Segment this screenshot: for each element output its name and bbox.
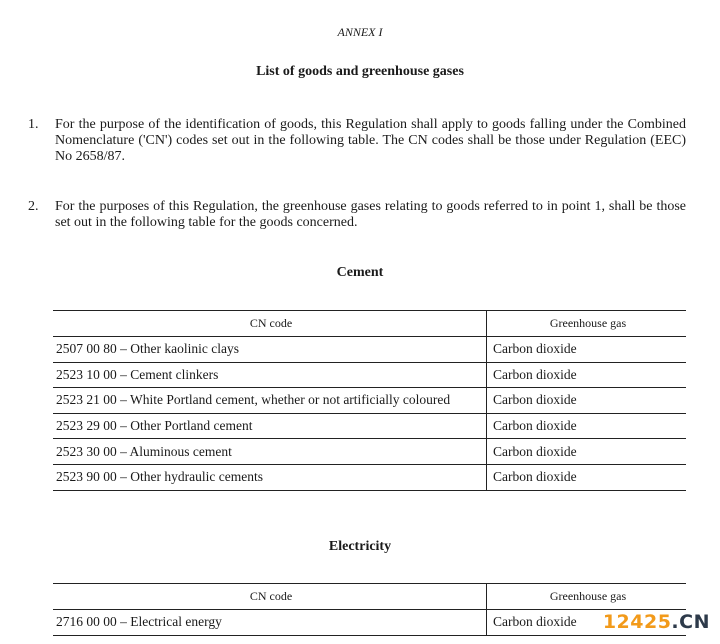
greenhouse-gas-cell: Carbon dioxide <box>493 418 577 434</box>
cn-code-cell: 2523 90 00 – Other hydraulic cements <box>53 464 487 490</box>
cn-code-cell: 2523 30 00 – Aluminous cement <box>53 439 487 465</box>
paragraph-number: 2. <box>28 199 39 214</box>
greenhouse-gas-cell: Carbon dioxide <box>493 366 577 382</box>
paragraph-text: For the purposes of this Regulation, the greenhouse gases relating to goods referred to in point 1, shall be those set out in the following table for the goods concerned. <box>55 199 686 230</box>
greenhouse-gas-cell: Carbon dioxide <box>493 614 577 630</box>
column-header-greenhouse-gas: Greenhouse gas <box>549 589 627 603</box>
column-header-cn-code: CN code <box>53 311 487 337</box>
document-title: List of goods and greenhouse gases <box>256 64 464 79</box>
annex-label: ANNEX I <box>337 25 383 39</box>
paragraph-text: For the purpose of the identification of goods, this Regulation shall apply to goods falling under the Combined Nomenclature ('CN') codes set out in the following table. The CN codes shall be those under Regulation (EEC) No 2658/87. <box>55 117 686 164</box>
table-row <box>53 413 686 439</box>
table-row <box>53 388 686 414</box>
cement-table <box>53 310 686 491</box>
greenhouse-gas-cell: Carbon dioxide <box>493 469 577 485</box>
cn-code-cell: 2507 00 80 – Other kaolinic clays <box>53 337 487 363</box>
paragraph-number: 1. <box>28 117 39 132</box>
column-header-greenhouse-gas: Greenhouse gas <box>549 316 627 330</box>
column-header-cn-code: CN code <box>53 584 487 610</box>
watermark-logo <box>603 611 710 633</box>
cn-code-cell: 2523 29 00 – Other Portland cement <box>53 413 487 439</box>
table-row <box>53 464 686 490</box>
watermark-digits: 12425 <box>602 611 672 633</box>
table-row <box>53 337 686 363</box>
cn-code-cell: 2523 10 00 – Cement clinkers <box>53 362 487 388</box>
section-heading-cement: Cement <box>336 265 384 280</box>
watermark-domain: .CN <box>671 611 710 633</box>
section-heading-electricity: Electricity <box>328 539 392 554</box>
electricity-table <box>53 583 686 636</box>
cn-code-cell: 2716 00 00 – Electrical energy <box>53 610 487 636</box>
greenhouse-gas-cell: Carbon dioxide <box>493 341 577 357</box>
table-header-row <box>53 584 686 610</box>
table-row <box>53 362 686 388</box>
table-header-row <box>53 311 686 337</box>
greenhouse-gas-cell: Carbon dioxide <box>493 443 577 459</box>
table-row <box>53 439 686 465</box>
table-row <box>53 610 686 636</box>
cn-code-cell: 2523 21 00 – White Portland cement, whether or not artificially coloured <box>53 388 487 414</box>
greenhouse-gas-cell: Carbon dioxide <box>493 392 577 408</box>
